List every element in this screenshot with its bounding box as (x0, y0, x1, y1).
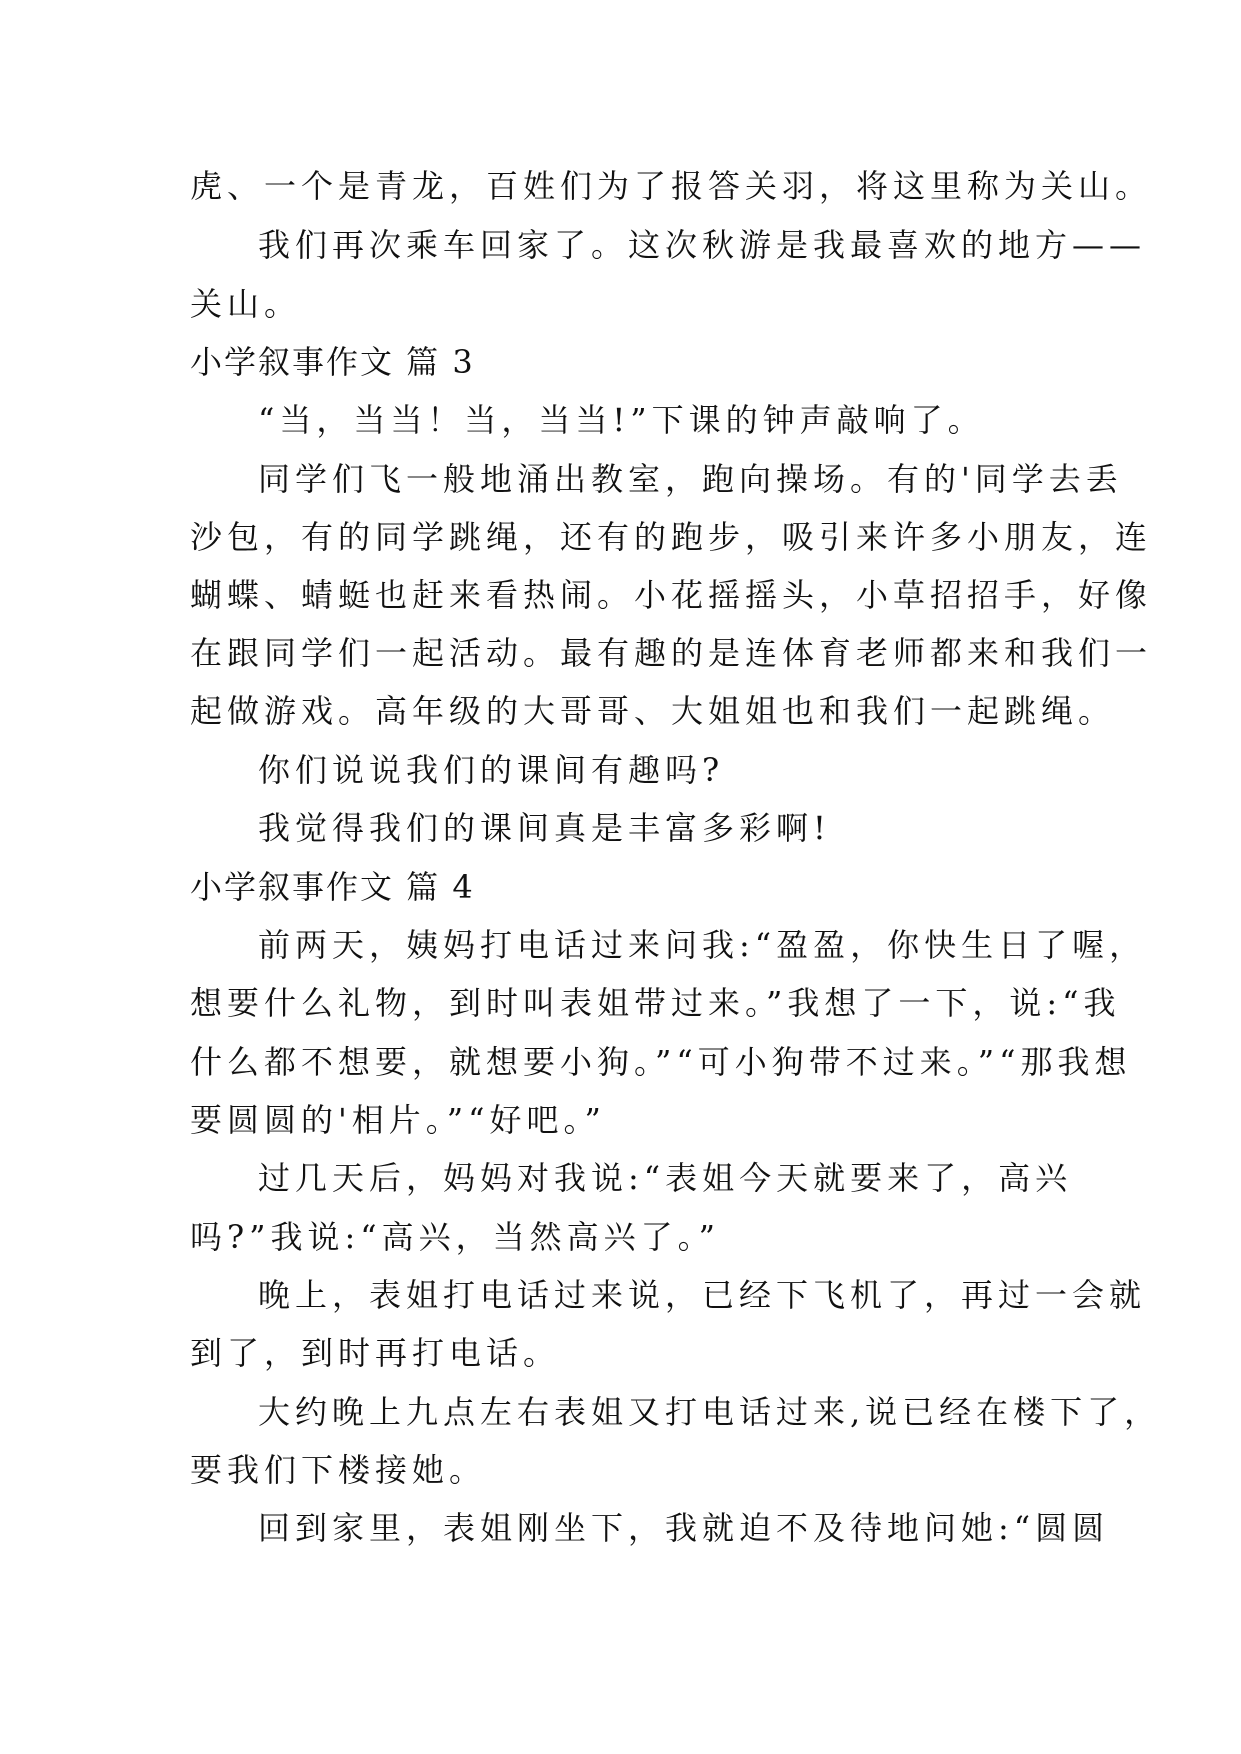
text-line: 前两天，姨妈打电话过来问我:“盈盈，你快生日了喔， (258, 926, 1147, 964)
text-line: 什么都不想要，就想要小狗。”“可小狗带不过来。”“那我想 (190, 1043, 1132, 1081)
text-line: 蝴蝶、蜻蜓也赶来看热闹。小花摇摇头，小草招招手，好像 (190, 576, 1153, 614)
text-line: 过几天后，妈妈对我说:“表姐今天就要来了，高兴 (258, 1159, 1073, 1197)
text-line: 在跟同学们一起活动。最有趣的是连体育老师都来和我们一 (190, 634, 1153, 672)
text-line: 晚上，表姐打电话过来说，已经下飞机了，再过一会就 (258, 1276, 1147, 1314)
text-line: 我觉得我们的课间真是丰富多彩啊! (258, 809, 831, 847)
text-line: 想要什么礼物，到时叫表姐带过来。”我想了一下，说:“我 (190, 984, 1121, 1022)
text-line: 回到家里，表姐刚坐下，我就迫不及待地问她:“圆圆 (258, 1509, 1110, 1547)
text-line: 同学们飞一般地涌出教室，跑向操场。有的'同学去丢 (258, 460, 1123, 498)
section-heading: 小学叙事作文 篇 4 (190, 868, 475, 906)
text-line: 要我们下楼接她。 (190, 1451, 487, 1489)
section-heading: 小学叙事作文 篇 3 (190, 343, 475, 381)
text-line: 吗?”我说:“高兴，当然高兴了。” (190, 1218, 721, 1256)
text-line: 关山。 (190, 285, 302, 323)
text-line: 沙包，有的同学跳绳，还有的跑步，吸引来许多小朋友，连 (190, 518, 1153, 556)
text-line: 起做游戏。高年级的大哥哥、大姐姐也和我们一起跳绳。 (190, 692, 1116, 730)
text-line: 我们再次乘车回家了。这次秋游是我最喜欢的地方—— (258, 226, 1147, 264)
text-line: 大约晚上九点左右表姐又打电话过来,说已经在楼下了， (258, 1393, 1162, 1431)
text-line: 到了，到时再打电话。 (190, 1334, 561, 1372)
text-line: 虎、一个是青龙，百姓们为了报答关羽，将这里称为关山。 (190, 167, 1153, 205)
text-line: “当，当当！当，当当!”下课的钟声敲响了。 (258, 401, 985, 439)
text-line: 你们说说我们的课间有趣吗? (258, 751, 725, 789)
text-line: 要圆圆的'相片。”“好吧。” (190, 1101, 606, 1139)
